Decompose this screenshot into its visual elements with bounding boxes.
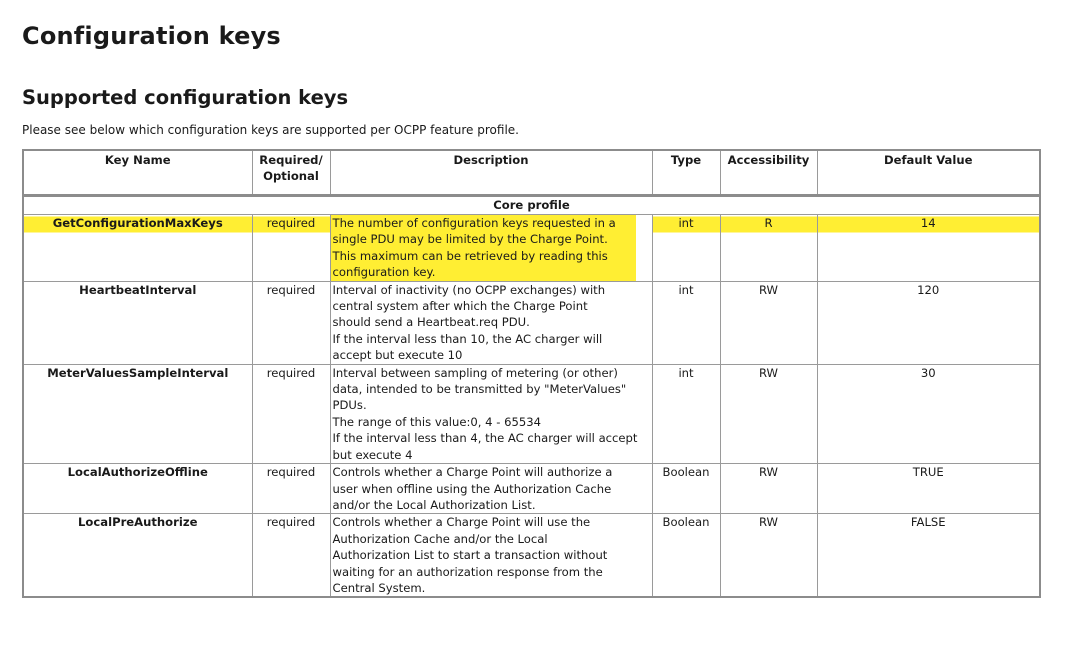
default-value-cell-text: TRUE <box>912 465 944 480</box>
type-cell <box>652 514 720 598</box>
description-line: Controls whether a Charge Point will use the <box>332 515 591 530</box>
type-cell-text: int <box>678 282 694 297</box>
default-value-cell <box>817 364 1040 463</box>
key-name-cell <box>23 514 252 598</box>
description-line: should send a Heartbeat.req PDU. <box>332 315 530 330</box>
table-row <box>23 281 1040 364</box>
accessibility-cell <box>720 364 817 463</box>
description-line: and/or the Local Authorization List. <box>332 497 536 512</box>
description-line: The range of this value:0, 4 - 65534 <box>332 414 541 429</box>
description-line: Interval between sampling of metering (or other) <box>332 365 618 380</box>
description-line: but execute 4 <box>332 447 413 462</box>
header-required-optional: Required/ Optional <box>252 150 330 196</box>
description-line: data, intended to be transmitted by "MeterValues" <box>332 382 627 397</box>
header-key-name: Key Name <box>23 150 252 196</box>
description-line: single PDU may be limited by the Charge Point. <box>332 232 608 247</box>
accessibility-cell-text: RW <box>758 365 779 380</box>
table-row <box>23 215 1040 282</box>
table-header-row <box>23 150 1040 196</box>
description-line: PDUs. <box>332 398 367 413</box>
table-row <box>23 464 1040 514</box>
accessibility-cell <box>720 464 817 514</box>
key-name-cell <box>23 281 252 364</box>
key-name-cell <box>23 464 252 514</box>
description-line: user when offline using the Authorization Cache <box>332 481 612 496</box>
description-line: Controls whether a Charge Point will authorize a <box>332 465 613 480</box>
required-cell <box>252 215 330 282</box>
key-name-cell-text: GetConfigurationMaxKeys <box>52 216 223 230</box>
accessibility-cell-text: RW <box>758 515 779 530</box>
description-line: accept but execute 10 <box>332 348 463 363</box>
default-value-cell-text: 30 <box>920 365 936 380</box>
accessibility-cell <box>720 215 817 282</box>
required-cell <box>252 281 330 364</box>
page-title: Configuration keys <box>22 22 281 50</box>
configuration-keys-table <box>22 149 1041 598</box>
description-line: If the interval less than 4, the AC charger will accept <box>332 431 638 446</box>
description-cell <box>330 464 652 514</box>
accessibility-cell-text: RW <box>758 282 779 297</box>
required-cell-text: required <box>266 282 316 297</box>
required-cell-text: required <box>266 365 316 380</box>
default-value-cell-text: FALSE <box>910 515 946 530</box>
description-cell <box>330 215 652 282</box>
default-value-cell-text: 14 <box>920 216 936 230</box>
description-line: Authorization Cache and/or the Local <box>332 531 548 546</box>
key-name-cell-text: LocalAuthorizeOffline <box>67 465 208 480</box>
header-type: Type <box>652 150 720 196</box>
key-name-cell-text: MeterValuesSampleInterval <box>47 365 229 380</box>
key-name-cell <box>23 215 252 282</box>
default-value-cell-text: 120 <box>917 282 940 297</box>
table-row <box>23 514 1040 598</box>
description-line: Authorization List to start a transaction without <box>332 548 608 563</box>
default-value-cell <box>817 281 1040 364</box>
description-line: Central System. <box>332 580 426 595</box>
accessibility-cell-text: RW <box>758 465 779 480</box>
key-name-cell <box>23 364 252 463</box>
type-cell <box>652 464 720 514</box>
description-cell <box>330 514 652 598</box>
description-line: If the interval less than 10, the AC charger will <box>332 331 603 346</box>
table-row <box>23 364 1040 463</box>
type-cell-text: int <box>678 365 694 380</box>
header-default-value: Default Value <box>817 150 1040 196</box>
type-cell-text: Boolean <box>662 515 710 530</box>
profile-label: Core profile <box>23 196 1040 215</box>
key-name-cell-text: LocalPreAuthorize <box>78 515 198 530</box>
description-cell <box>330 364 652 463</box>
required-cell <box>252 514 330 598</box>
description-line: central system after which the Charge Point <box>332 299 588 314</box>
type-cell-text: Boolean <box>662 465 710 480</box>
accessibility-cell <box>720 514 817 598</box>
description-cell <box>330 281 652 364</box>
table-body <box>23 196 1040 598</box>
required-cell-text: required <box>266 515 316 530</box>
intro-text: Please see below which configuration keys are supported per OCPP feature profile. <box>22 123 519 137</box>
default-value-cell <box>817 215 1040 282</box>
header-accessibility: Accessibility <box>720 150 817 196</box>
required-cell <box>252 464 330 514</box>
default-value-cell <box>817 464 1040 514</box>
description-line: waiting for an authorization response from the <box>332 564 603 579</box>
required-cell-text: required <box>266 465 316 480</box>
type-cell <box>652 364 720 463</box>
description-line: configuration key. <box>332 265 436 280</box>
description-line: Interval of inactivity (no OCPP exchanges) with <box>332 282 606 297</box>
description-line: This maximum can be retrieved by reading this <box>332 248 608 263</box>
default-value-cell <box>817 514 1040 598</box>
description-line: The number of configuration keys requested in a <box>332 216 616 230</box>
required-cell-text: required <box>266 216 316 230</box>
accessibility-cell-text: R <box>764 216 773 230</box>
required-cell <box>252 364 330 463</box>
section-title: Supported configuration keys <box>22 86 349 109</box>
accessibility-cell <box>720 281 817 364</box>
type-cell <box>652 215 720 282</box>
key-name-cell-text: HeartbeatInterval <box>79 282 197 297</box>
header-description: Description <box>330 150 652 196</box>
type-cell <box>652 281 720 364</box>
profile-row <box>23 196 1040 215</box>
type-cell-text: int <box>678 216 694 230</box>
